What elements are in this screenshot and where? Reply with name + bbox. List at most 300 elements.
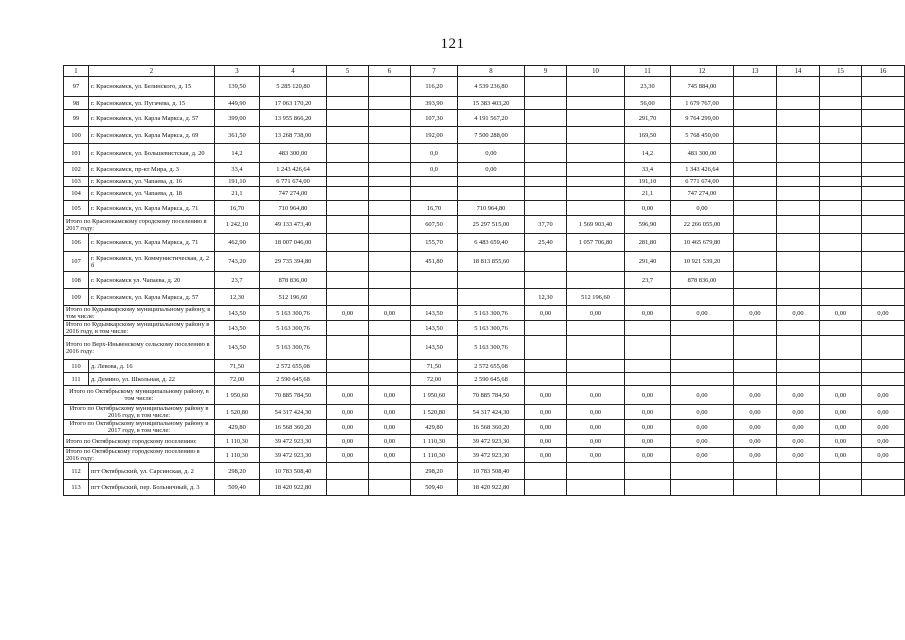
value-cell-col-6 xyxy=(369,321,411,336)
value-cell-col-16 xyxy=(862,127,905,144)
value-cell-col-5: 0,00 xyxy=(327,386,369,405)
value-cell-col-3: 16,70 xyxy=(215,201,260,216)
value-cell-col-3: 1 110,30 xyxy=(215,448,260,463)
value-cell-col-4: 13 955 866,20 xyxy=(260,110,327,127)
value-cell-col-8: 25 297 515,00 xyxy=(458,216,525,234)
value-cell-col-7: 298,20 xyxy=(411,463,458,480)
value-cell-col-6: 0,00 xyxy=(369,306,411,321)
value-cell-col-11: 291,70 xyxy=(625,110,671,127)
value-cell-col-8 xyxy=(458,272,525,289)
value-cell-col-4: 13 268 738,00 xyxy=(260,127,327,144)
value-cell-col-10 xyxy=(567,97,625,110)
value-cell-col-9: 0,00 xyxy=(525,386,567,405)
house-address: г. Краснокамск, ул. Карла Маркса, д. 57 xyxy=(89,110,215,127)
value-cell-col-12 xyxy=(671,373,734,386)
value-cell-col-13: 0,00 xyxy=(734,420,777,435)
value-cell-col-3: 1 520,80 xyxy=(215,405,260,420)
value-cell-col-5 xyxy=(327,97,369,110)
value-cell-col-4: 2 572 655,08 xyxy=(260,360,327,373)
house-row xyxy=(64,163,905,177)
value-cell-col-14 xyxy=(777,373,820,386)
value-cell-col-13: 0,00 xyxy=(734,405,777,420)
value-cell-col-8: 18 420 922,80 xyxy=(458,480,525,496)
value-cell-col-10 xyxy=(567,163,625,177)
value-cell-col-3: 361,50 xyxy=(215,127,260,144)
value-cell-col-3: 72,00 xyxy=(215,373,260,386)
value-cell-col-13 xyxy=(734,272,777,289)
column-number: 6 xyxy=(369,66,411,77)
house-row xyxy=(64,234,905,252)
value-cell-col-7: 72,00 xyxy=(411,373,458,386)
house-address: д. Левова, д. 16 xyxy=(89,360,215,373)
value-cell-col-7: 1 110,30 xyxy=(411,448,458,463)
value-cell-col-16 xyxy=(862,463,905,480)
value-cell-col-14 xyxy=(777,127,820,144)
value-cell-col-14: 0,00 xyxy=(777,405,820,420)
house-row xyxy=(64,187,905,201)
value-cell-col-10 xyxy=(567,252,625,272)
row-number: 99 xyxy=(64,110,89,127)
value-cell-col-5 xyxy=(327,289,369,306)
row-number: 107 xyxy=(64,252,89,272)
value-cell-col-9 xyxy=(525,360,567,373)
house-row xyxy=(64,289,905,306)
value-cell-col-15 xyxy=(820,336,862,360)
value-cell-col-16: 0,00 xyxy=(862,420,905,435)
value-cell-col-13 xyxy=(734,97,777,110)
value-cell-col-6 xyxy=(369,187,411,201)
house-address: г. Краснокамск, ул. Коммунистическая, д. 2 б xyxy=(89,252,215,272)
value-cell-col-7: 1 110,30 xyxy=(411,435,458,448)
value-cell-col-6: 0,00 xyxy=(369,386,411,405)
value-cell-col-3: 33,4 xyxy=(215,163,260,177)
value-cell-col-8: 7 500 288,00 xyxy=(458,127,525,144)
value-cell-col-6: 0,00 xyxy=(369,448,411,463)
house-row xyxy=(64,97,905,110)
value-cell-col-12: 0,00 xyxy=(671,420,734,435)
value-cell-col-4: 878 836,00 xyxy=(260,272,327,289)
value-cell-col-12: 0,00 xyxy=(671,386,734,405)
value-cell-col-3: 1 110,30 xyxy=(215,435,260,448)
value-cell-col-8: 5 163 300,76 xyxy=(458,336,525,360)
value-cell-col-13: 0,00 xyxy=(734,448,777,463)
value-cell-col-15 xyxy=(820,463,862,480)
value-cell-col-4: 5 285 120,80 xyxy=(260,77,327,97)
value-cell-col-9 xyxy=(525,97,567,110)
house-row xyxy=(64,463,905,480)
value-cell-col-12: 10 465 679,80 xyxy=(671,234,734,252)
value-cell-col-3: 143,50 xyxy=(215,306,260,321)
value-cell-col-3: 1 242,10 xyxy=(215,216,260,234)
row-number: 98 xyxy=(64,97,89,110)
value-cell-col-16 xyxy=(862,163,905,177)
column-number: 2 xyxy=(89,66,215,77)
value-cell-col-15 xyxy=(820,321,862,336)
column-number: 9 xyxy=(525,66,567,77)
subtotal-label: Итого по Кудымкарскому муниципальному району, в том числе: xyxy=(64,306,215,321)
value-cell-col-9 xyxy=(525,77,567,97)
house-address: г. Краснокамск, ул. Карла Маркса, д. 69 xyxy=(89,127,215,144)
value-cell-col-7: 451,80 xyxy=(411,252,458,272)
value-cell-col-16: 0,00 xyxy=(862,405,905,420)
value-cell-col-5 xyxy=(327,480,369,496)
value-cell-col-3: 71,50 xyxy=(215,360,260,373)
value-cell-col-8: 5 163 300,76 xyxy=(458,321,525,336)
value-cell-col-16 xyxy=(862,177,905,187)
value-cell-col-16 xyxy=(862,480,905,496)
value-cell-col-8: 39 472 923,30 xyxy=(458,435,525,448)
value-cell-col-10 xyxy=(567,463,625,480)
value-cell-col-10 xyxy=(567,373,625,386)
value-cell-col-13 xyxy=(734,480,777,496)
value-cell-col-11: 23,30 xyxy=(625,77,671,97)
value-cell-col-5 xyxy=(327,77,369,97)
value-cell-col-13 xyxy=(734,216,777,234)
value-cell-col-14 xyxy=(777,187,820,201)
value-cell-col-12: 0,00 xyxy=(671,448,734,463)
value-cell-col-14: 0,00 xyxy=(777,420,820,435)
value-cell-col-6: 0,00 xyxy=(369,420,411,435)
value-cell-col-10: 0,00 xyxy=(567,386,625,405)
house-address: г. Краснокамск, ул. Чапаева, д. 18 xyxy=(89,187,215,201)
value-cell-col-15 xyxy=(820,110,862,127)
value-cell-col-3: 12,30 xyxy=(215,289,260,306)
value-cell-col-13 xyxy=(734,187,777,201)
value-cell-col-9 xyxy=(525,272,567,289)
value-cell-col-4: 2 590 645,68 xyxy=(260,373,327,386)
house-address: г. Краснокамск, ул. Чапаева, д. 16 xyxy=(89,177,215,187)
value-cell-col-15 xyxy=(820,480,862,496)
value-cell-col-8 xyxy=(458,177,525,187)
value-cell-col-5 xyxy=(327,373,369,386)
value-cell-col-16: 0,00 xyxy=(862,386,905,405)
value-cell-col-10 xyxy=(567,272,625,289)
value-cell-col-4: 17 063 170,20 xyxy=(260,97,327,110)
value-cell-col-5: 0,00 xyxy=(327,435,369,448)
value-cell-col-16 xyxy=(862,289,905,306)
value-cell-col-13 xyxy=(734,127,777,144)
subtotal-label: Итого по Октябрьскому муниципальному району в 2016 году, в том числе: xyxy=(64,405,215,420)
value-cell-col-15 xyxy=(820,177,862,187)
value-cell-col-15 xyxy=(820,187,862,201)
subtotal-row xyxy=(64,336,905,360)
subtotal-label: Итого по Верх-Иньвенскому сельскому поселению в 2016 году: xyxy=(64,336,215,360)
value-cell-col-6 xyxy=(369,201,411,216)
house-address: г. Краснокамск, ул. Большевистская, д. 20 xyxy=(89,144,215,163)
value-cell-col-6 xyxy=(369,360,411,373)
value-cell-col-9: 37,70 xyxy=(525,216,567,234)
value-cell-col-4: 18 007 046,00 xyxy=(260,234,327,252)
value-cell-col-9 xyxy=(525,110,567,127)
house-address: пгт Октябрьский, ул. Сарсинская, д. 2 xyxy=(89,463,215,480)
value-cell-col-15 xyxy=(820,163,862,177)
value-cell-col-10 xyxy=(567,110,625,127)
value-cell-col-14: 0,00 xyxy=(777,386,820,405)
house-address: пгт Октябрьский, пер. Больничный, д. 3 xyxy=(89,480,215,496)
value-cell-col-4: 16 568 360,20 xyxy=(260,420,327,435)
value-cell-col-11: 169,50 xyxy=(625,127,671,144)
value-cell-col-8: 4 539 236,80 xyxy=(458,77,525,97)
value-cell-col-8: 4 191 567,20 xyxy=(458,110,525,127)
value-cell-col-14 xyxy=(777,289,820,306)
value-cell-col-15: 0,00 xyxy=(820,420,862,435)
value-cell-col-6 xyxy=(369,336,411,360)
row-number: 100 xyxy=(64,127,89,144)
subtotal-label: Итого по Октябрьскому городскому поселению: xyxy=(64,435,215,448)
value-cell-col-6 xyxy=(369,463,411,480)
value-cell-col-10 xyxy=(567,201,625,216)
value-cell-col-7: 143,50 xyxy=(411,306,458,321)
value-cell-col-12 xyxy=(671,289,734,306)
house-address: д. Демино, ул. Школьная, д. 22 xyxy=(89,373,215,386)
value-cell-col-14 xyxy=(777,97,820,110)
value-cell-col-12 xyxy=(671,336,734,360)
value-cell-col-7: 429,80 xyxy=(411,420,458,435)
value-cell-col-14 xyxy=(777,336,820,360)
value-cell-col-5: 0,00 xyxy=(327,448,369,463)
value-cell-col-13: 0,00 xyxy=(734,386,777,405)
value-cell-col-10: 512 196,60 xyxy=(567,289,625,306)
value-cell-col-11: 21,1 xyxy=(625,187,671,201)
value-cell-col-4: 5 163 300,76 xyxy=(260,321,327,336)
value-cell-col-6 xyxy=(369,144,411,163)
value-cell-col-14 xyxy=(777,201,820,216)
value-cell-col-4: 49 133 473,40 xyxy=(260,216,327,234)
value-cell-col-11 xyxy=(625,336,671,360)
value-cell-col-8: 710 964,80 xyxy=(458,201,525,216)
row-number: 105 xyxy=(64,201,89,216)
value-cell-col-13 xyxy=(734,163,777,177)
value-cell-col-11 xyxy=(625,480,671,496)
column-number: 3 xyxy=(215,66,260,77)
value-cell-col-8 xyxy=(458,289,525,306)
value-cell-col-3: 143,50 xyxy=(215,321,260,336)
value-cell-col-13 xyxy=(734,252,777,272)
value-cell-col-5 xyxy=(327,163,369,177)
value-cell-col-5 xyxy=(327,234,369,252)
value-cell-col-9 xyxy=(525,201,567,216)
value-cell-col-16 xyxy=(862,187,905,201)
value-cell-col-12: 745 884,00 xyxy=(671,77,734,97)
value-cell-col-3: 509,40 xyxy=(215,480,260,496)
value-cell-col-9 xyxy=(525,177,567,187)
value-cell-col-10 xyxy=(567,127,625,144)
value-cell-col-11: 14,2 xyxy=(625,144,671,163)
value-cell-col-14 xyxy=(777,216,820,234)
column-number: 4 xyxy=(260,66,327,77)
value-cell-col-13 xyxy=(734,289,777,306)
column-number: 15 xyxy=(820,66,862,77)
value-cell-col-14 xyxy=(777,77,820,97)
value-cell-col-11 xyxy=(625,289,671,306)
value-cell-col-11: 0,00 xyxy=(625,386,671,405)
value-cell-col-14 xyxy=(777,463,820,480)
value-cell-col-7: 107,30 xyxy=(411,110,458,127)
value-cell-col-15 xyxy=(820,373,862,386)
value-cell-col-15 xyxy=(820,127,862,144)
value-cell-col-12: 0,00 xyxy=(671,201,734,216)
column-number-row xyxy=(64,66,905,77)
value-cell-col-7: 607,50 xyxy=(411,216,458,234)
value-cell-col-12 xyxy=(671,321,734,336)
subtotal-label: Итого по Октябрьскому муниципальному району, в том числе: xyxy=(64,386,215,405)
value-cell-col-6 xyxy=(369,216,411,234)
value-cell-col-16: 0,00 xyxy=(862,448,905,463)
value-cell-col-11: 0,00 xyxy=(625,448,671,463)
value-cell-col-7: 71,50 xyxy=(411,360,458,373)
value-cell-col-11: 0,00 xyxy=(625,420,671,435)
value-cell-col-7: 1 950,60 xyxy=(411,386,458,405)
value-cell-col-7: 393,90 xyxy=(411,97,458,110)
row-number: 104 xyxy=(64,187,89,201)
value-cell-col-5 xyxy=(327,216,369,234)
value-cell-col-10 xyxy=(567,360,625,373)
house-row xyxy=(64,272,905,289)
value-cell-col-16 xyxy=(862,216,905,234)
value-cell-col-8: 5 163 300,76 xyxy=(458,306,525,321)
value-cell-col-14 xyxy=(777,144,820,163)
value-cell-col-10 xyxy=(567,187,625,201)
value-cell-col-9 xyxy=(525,463,567,480)
value-cell-col-12: 9 764 299,00 xyxy=(671,110,734,127)
value-cell-col-8: 0,00 xyxy=(458,144,525,163)
value-cell-col-5 xyxy=(327,201,369,216)
value-cell-col-9: 12,30 xyxy=(525,289,567,306)
value-cell-col-4: 39 472 923,30 xyxy=(260,448,327,463)
value-cell-col-10: 1 569 903,40 xyxy=(567,216,625,234)
value-cell-col-4: 5 163 300,76 xyxy=(260,306,327,321)
value-cell-col-3: 1 950,60 xyxy=(215,386,260,405)
value-cell-col-11: 596,90 xyxy=(625,216,671,234)
value-cell-col-16: 0,00 xyxy=(862,435,905,448)
column-number: 5 xyxy=(327,66,369,77)
value-cell-col-3: 298,20 xyxy=(215,463,260,480)
value-cell-col-6 xyxy=(369,272,411,289)
column-number: 8 xyxy=(458,66,525,77)
column-number: 13 xyxy=(734,66,777,77)
value-cell-col-12: 22 266 055,00 xyxy=(671,216,734,234)
value-cell-col-14 xyxy=(777,234,820,252)
value-cell-col-14 xyxy=(777,321,820,336)
value-cell-col-7: 155,70 xyxy=(411,234,458,252)
value-cell-col-4: 18 420 922,80 xyxy=(260,480,327,496)
house-row xyxy=(64,201,905,216)
house-address: г. Краснокамск, ул. Карла Маркса, д. 71 xyxy=(89,201,215,216)
value-cell-col-14 xyxy=(777,163,820,177)
value-cell-col-5 xyxy=(327,127,369,144)
value-cell-col-14 xyxy=(777,360,820,373)
value-cell-col-3: 449,90 xyxy=(215,97,260,110)
value-cell-col-8: 54 317 424,30 xyxy=(458,405,525,420)
value-cell-col-11: 281,80 xyxy=(625,234,671,252)
value-cell-col-10: 0,00 xyxy=(567,448,625,463)
value-cell-col-6 xyxy=(369,97,411,110)
value-cell-col-7: 192,00 xyxy=(411,127,458,144)
value-cell-col-16 xyxy=(862,373,905,386)
row-number: 110 xyxy=(64,360,89,373)
value-cell-col-8: 10 783 508,40 xyxy=(458,463,525,480)
value-cell-col-12: 6 771 674,00 xyxy=(671,177,734,187)
value-cell-col-9 xyxy=(525,163,567,177)
value-cell-col-9: 0,00 xyxy=(525,306,567,321)
house-row xyxy=(64,77,905,97)
value-cell-col-10 xyxy=(567,177,625,187)
column-number: 1 xyxy=(64,66,89,77)
value-cell-col-8: 6 483 659,40 xyxy=(458,234,525,252)
value-cell-col-5 xyxy=(327,463,369,480)
row-number: 108 xyxy=(64,272,89,289)
value-cell-col-9 xyxy=(525,187,567,201)
value-cell-col-10 xyxy=(567,321,625,336)
value-cell-col-15 xyxy=(820,234,862,252)
value-cell-col-12: 0,00 xyxy=(671,435,734,448)
value-cell-col-11: 191,10 xyxy=(625,177,671,187)
value-cell-col-14: 0,00 xyxy=(777,306,820,321)
resettlement-register-table xyxy=(63,65,905,496)
value-cell-col-7: 509,40 xyxy=(411,480,458,496)
value-cell-col-6: 0,00 xyxy=(369,435,411,448)
value-cell-col-12: 483 300,00 xyxy=(671,144,734,163)
row-number: 113 xyxy=(64,480,89,496)
subtotal-row xyxy=(64,216,905,234)
value-cell-col-3: 14,2 xyxy=(215,144,260,163)
value-cell-col-9: 0,00 xyxy=(525,405,567,420)
value-cell-col-7: 116,20 xyxy=(411,77,458,97)
value-cell-col-11 xyxy=(625,373,671,386)
value-cell-col-15 xyxy=(820,77,862,97)
value-cell-col-7 xyxy=(411,187,458,201)
value-cell-col-4: 512 196,60 xyxy=(260,289,327,306)
value-cell-col-11: 23,7 xyxy=(625,272,671,289)
value-cell-col-13 xyxy=(734,177,777,187)
value-cell-col-9 xyxy=(525,373,567,386)
value-cell-col-9 xyxy=(525,336,567,360)
value-cell-col-15: 0,00 xyxy=(820,435,862,448)
value-cell-col-9: 25,40 xyxy=(525,234,567,252)
value-cell-col-7 xyxy=(411,272,458,289)
value-cell-col-15: 0,00 xyxy=(820,448,862,463)
value-cell-col-4: 710 964,80 xyxy=(260,201,327,216)
row-number: 102 xyxy=(64,163,89,177)
value-cell-col-15 xyxy=(820,252,862,272)
value-cell-col-8: 18 813 855,60 xyxy=(458,252,525,272)
value-cell-col-11: 0,00 xyxy=(625,306,671,321)
value-cell-col-9: 0,00 xyxy=(525,420,567,435)
value-cell-col-5 xyxy=(327,272,369,289)
value-cell-col-5 xyxy=(327,177,369,187)
house-row xyxy=(64,110,905,127)
subtotal-row xyxy=(64,435,905,448)
value-cell-col-3: 139,50 xyxy=(215,77,260,97)
value-cell-col-13 xyxy=(734,144,777,163)
value-cell-col-4: 6 771 674,00 xyxy=(260,177,327,187)
value-cell-col-5 xyxy=(327,252,369,272)
value-cell-col-16 xyxy=(862,360,905,373)
value-cell-col-12: 0,00 xyxy=(671,405,734,420)
value-cell-col-13 xyxy=(734,463,777,480)
subtotal-row xyxy=(64,448,905,463)
value-cell-col-13 xyxy=(734,360,777,373)
value-cell-col-4: 5 163 300,76 xyxy=(260,336,327,360)
subtotal-label: Итого по Октябрьскому муниципальному району в 2017 году, в том числе: xyxy=(64,420,215,435)
value-cell-col-9 xyxy=(525,144,567,163)
value-cell-col-5 xyxy=(327,360,369,373)
value-cell-col-11: 56,00 xyxy=(625,97,671,110)
row-number: 103 xyxy=(64,177,89,187)
value-cell-col-14 xyxy=(777,252,820,272)
value-cell-col-11: 0,00 xyxy=(625,405,671,420)
column-number: 14 xyxy=(777,66,820,77)
